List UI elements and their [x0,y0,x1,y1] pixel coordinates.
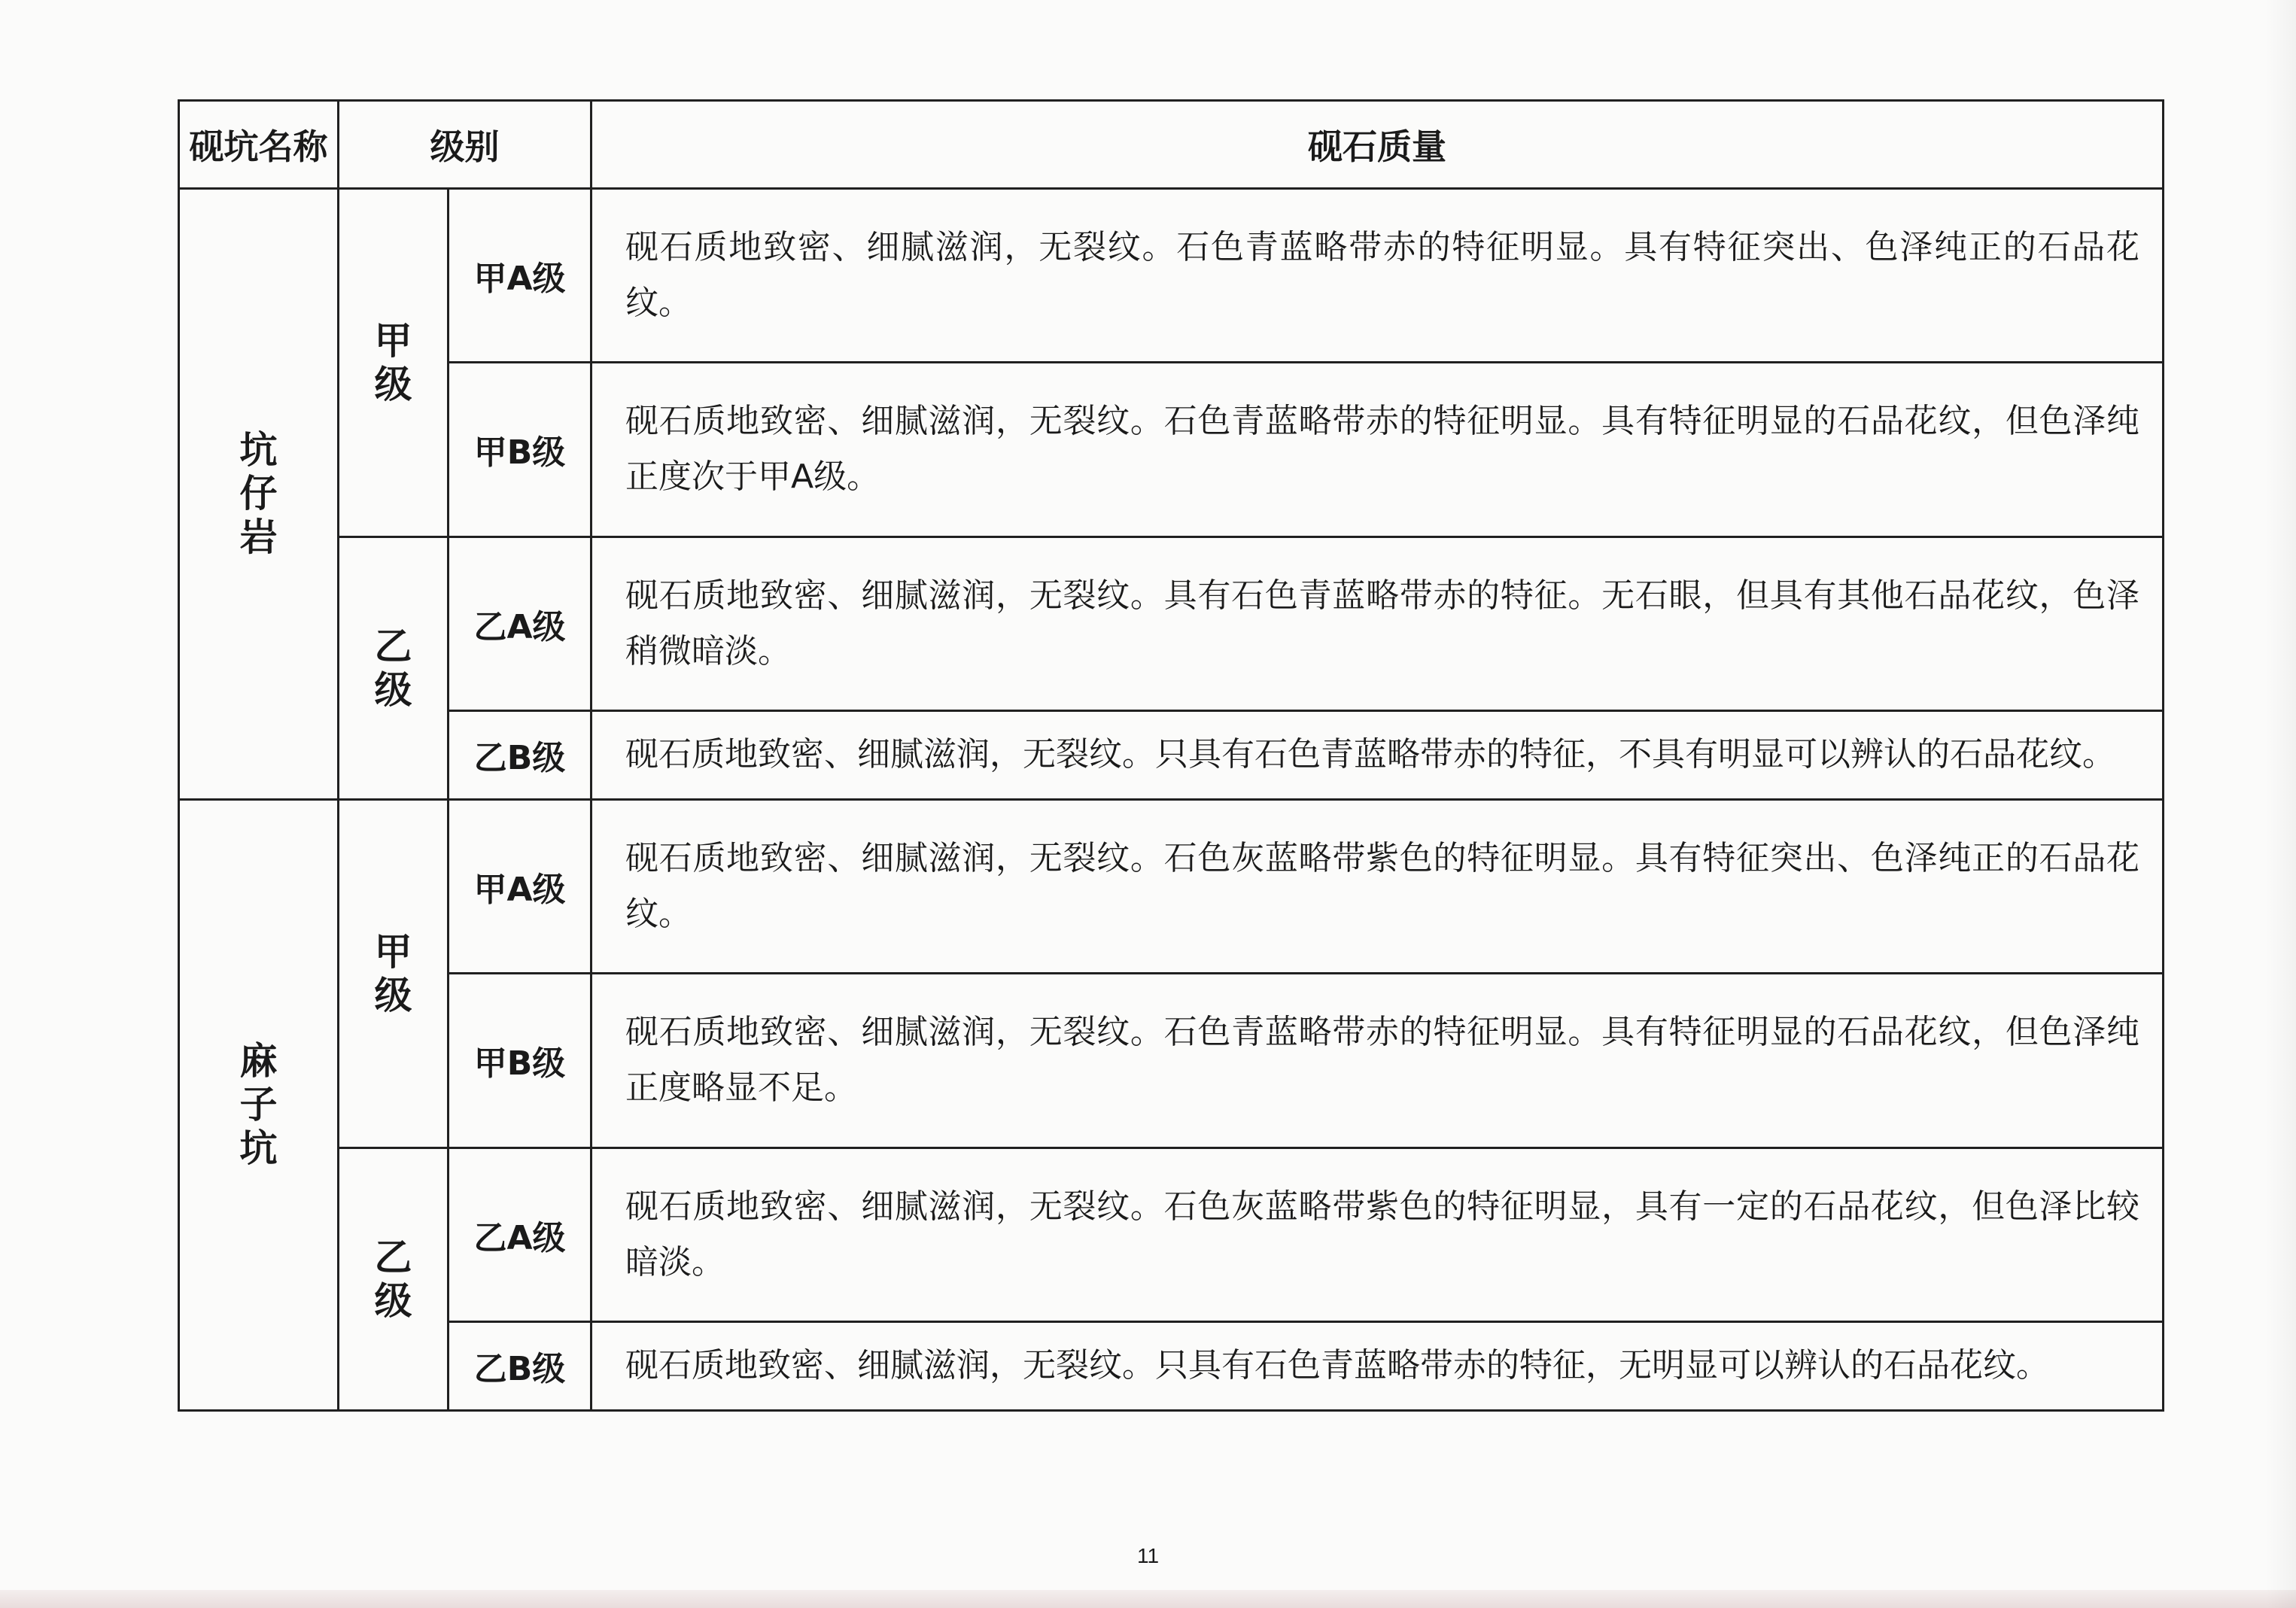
table-row [179,537,2164,710]
level-cell [339,1147,449,1410]
level-cell [339,189,449,537]
table-row [179,974,2164,1147]
page-shadow [2266,0,2296,1608]
table-row [179,1147,2164,1321]
header-quality: 砚石质量 [591,101,2164,189]
table-row [179,1321,2164,1410]
quality-cell: 砚石质地致密、细腻滋润，无裂纹。石色灰蓝略带紫色的特征明显。具有特征突出、色泽纯正的石品花纹。 [591,799,2164,973]
quality-cell: 砚石质地致密、细腻滋润，无裂纹。具有石色青蓝略带赤的特征。无石眼，但具有其他石品花纹，色泽稍微暗淡。 [591,537,2164,710]
grade-cell: 乙B级 [449,710,591,799]
grade-cell: 乙B级 [449,1321,591,1410]
quality-cell: 砚石质地致密、细腻滋润，无裂纹。石色青蓝略带赤的特征明显。具有特征明显的石品花纹，但色泽纯正度略显不足。 [591,974,2164,1147]
level-name: 甲级 [374,929,412,1017]
table-row [179,710,2164,799]
inkstone-grade-table [178,99,2164,1412]
pit-name-cell [179,799,339,1410]
quality-cell: 砚石质地致密、细腻滋润，无裂纹。只具有石色青蓝略带赤的特征，不具有明显可以辨认的石品花纹。 [591,710,2164,799]
grade-cell: 乙A级 [449,537,591,710]
grade-cell: 甲A级 [449,799,591,973]
level-name: 乙级 [374,1235,412,1323]
level-cell [339,537,449,799]
quality-cell: 砚石质地致密、细腻滋润，无裂纹。石色灰蓝略带紫色的特征明显，具有一定的石品花纹，但色泽比较暗淡。 [591,1147,2164,1321]
table-row [179,799,2164,973]
level-name: 乙级 [374,624,412,712]
pit-name: 麻子坑 [239,1039,278,1171]
pit-name-cell [179,189,339,800]
grade-cell: 乙A级 [449,1147,591,1321]
header-row [179,101,2164,189]
level-cell [339,799,449,1147]
header-pit-name: 砚坑名称 [179,101,339,189]
quality-cell: 砚石质地致密、细腻滋润，无裂纹。只具有石色青蓝略带赤的特征，无明显可以辨认的石品花纹。 [591,1321,2164,1410]
quality-cell: 砚石质地致密、细腻滋润，无裂纹。石色青蓝略带赤的特征明显。具有特征明显的石品花纹，但色泽纯正度次于甲A级。 [591,363,2164,537]
level-name: 甲级 [374,318,412,406]
table-row [179,363,2164,537]
table-row [179,189,2164,363]
pit-name: 坑仔岩 [239,428,278,560]
grade-cell: 甲A级 [449,189,591,363]
header-level: 级别 [339,101,591,189]
quality-cell: 砚石质地致密、细腻滋润，无裂纹。石色青蓝略带赤的特征明显。具有特征突出、色泽纯正的石品花纹。 [591,189,2164,363]
grade-cell: 甲B级 [449,974,591,1147]
page-edge [0,1590,2296,1608]
grade-cell: 甲B级 [449,363,591,537]
page-number: 11 [1136,1544,1160,1567]
